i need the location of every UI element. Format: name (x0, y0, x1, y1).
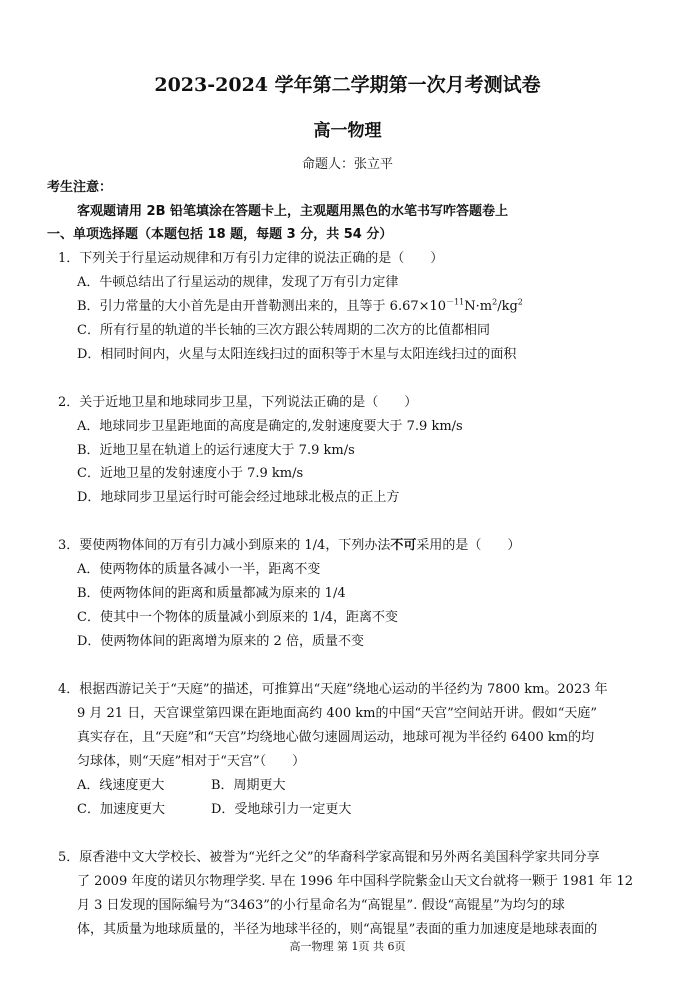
question-3-option-d: D．使两物体间的距离增为原来的 2 倍，质量不变 (77, 634, 364, 649)
option-b-unit-exp: 2 (492, 297, 498, 307)
question-1-option-b (77, 295, 523, 314)
option-b-text: B．引力常量的大小首先是由开普勒测出来的，且等于 6.67×10 (77, 299, 447, 314)
question-1-option-a: A．牛顿总结出了行星运动的规律，发现了万有引力定律 (77, 275, 399, 290)
question-3-stem-pre: 3．要使两物体间的万有引力减小到原来的 1/4，下列办法 (58, 538, 391, 553)
question-3-stem (58, 534, 520, 553)
question-3-option-a: A．使两物体的质量各减小一半，距离不变 (77, 562, 321, 577)
question-4-option-a: A．线速度更大 (77, 778, 165, 793)
section-heading: 一、单项选择题（本题包括 18 题，每题 3 分，共 54 分） (47, 227, 393, 242)
question-4-line-1: 4．根据西游记关于“天庭”的描述，可推算出“天庭”绕地心运动的半径约为 7800 km。2023 年 (58, 682, 608, 697)
question-3-option-b: B．使两物体间的距离和质量都减为原来的 1/4 (77, 586, 346, 601)
question-4-line-4: 匀球体，则“天庭”相对于“天宫”（ ） (77, 754, 306, 769)
question-5-line-4: 体，其质量为地球质量的，半径为地球半径的，则“高锟星”表面的重力加速度是地球表面的 (77, 922, 598, 937)
question-4-option-c: C．加速度更大 (77, 802, 165, 817)
question-3-option-c: C．使其中一个物体的质量减小到原来的 1/4，距离不变 (77, 610, 399, 625)
question-4-line-2: 9 月 21 日，天宫课堂第四课在距地面高约 400 km的中国“天宫”空间站开讲。假如“天庭” (77, 706, 598, 721)
question-2-option-a: A．地球同步卫星距地面的高度是确定的,发射速度要大于 7.9 km/s (77, 419, 463, 434)
question-5-line-1: 5．原香港中文大学校长、被誉为“光纤之父”的华裔科学家高锟和另外两名美国科学家共同分享 (58, 850, 600, 865)
option-b-unit: N·m (464, 299, 493, 314)
question-2-option-d: D．地球同步卫星运行时可能会经过地球北极点的正上方 (77, 490, 400, 505)
question-1-option-c: C．所有行星的轨道的半长轴的三次方跟公转周期的二次方的比值都相同 (77, 323, 490, 338)
question-4-option-b: B．周期更大 (211, 778, 286, 793)
question-4-line-3: 真实存在，且“天庭”和“天宫”均绕地心做匀速圆周运动，地球可视为半径约 6400 km的均 (77, 730, 595, 745)
question-2-stem: 2．关于近地卫星和地球同步卫星，下列说法正确的是（ ） (58, 395, 418, 410)
notice-text: 客观题请用 2B 铅笔填涂在答题卡上，主观题用黑色的水笔书写咋答题卷上 (77, 204, 509, 219)
option-b-exponent: －11 (446, 297, 465, 307)
question-2-option-b: B．近地卫星在轨道上的运行速度大于 7.9 km/s (77, 443, 355, 458)
question-2-option-c: C．近地卫星的发射速度小于 7.9 km/s (77, 466, 304, 481)
question-3-stem-post: 采用的是（ ） (416, 538, 521, 553)
question-1-stem: 1．下列关于行星运动规律和万有引力定律的说法正确的是（ ） (58, 251, 444, 266)
question-5-line-2: 了 2009 年度的诺贝尔物理学奖. 早在 1996 年中国科学院紫金山天文台就将一颗于 1981 年 12 (77, 874, 633, 889)
question-1-option-d: D．相同时间内，火星与太阳连线扫过的面积等于木星与太阳连线扫过的面积 (77, 347, 517, 362)
exam-title: 2023-2024 学年第二学期第一次月考测试卷 (154, 74, 541, 96)
notice-heading: 考生注意： (47, 180, 113, 195)
option-b-unit2-exp: 2 (517, 297, 523, 307)
exam-subject: 高一物理 (313, 121, 382, 141)
option-b-unit2: /kg (497, 299, 518, 314)
exam-author: 命题人：张立平 (301, 157, 393, 172)
page-footer: 高一物理 第 1页 共 6页 (289, 940, 406, 953)
question-5-line-3: 月 3 日发现的国际编号为“3463”的小行星命名为“高锟星”. 假设“高锟星”为均匀的球 (77, 898, 565, 913)
question-3-stem-emphasis: 不可 (390, 538, 417, 553)
question-4-option-d: D．受地球引力一定更大 (211, 802, 352, 817)
